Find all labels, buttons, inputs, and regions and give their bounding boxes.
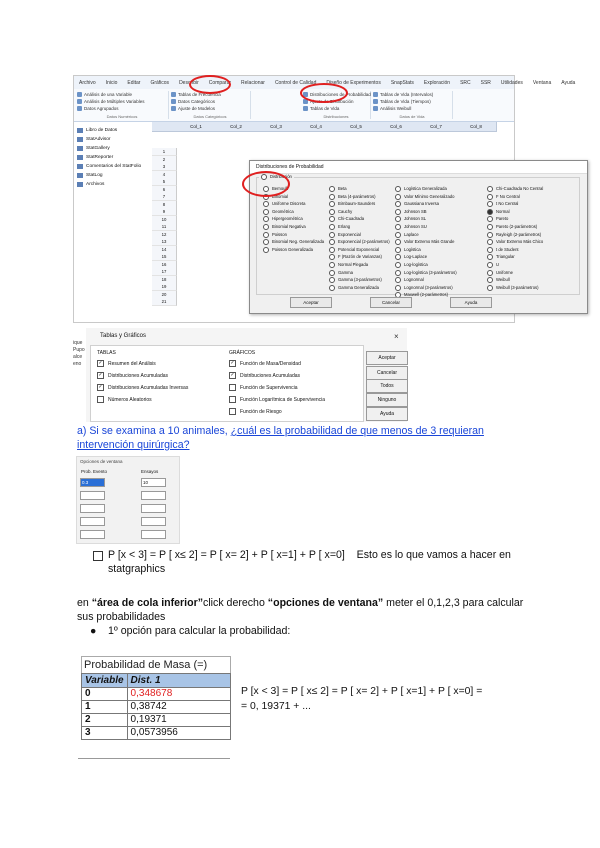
distribution-option[interactable]: Binomial Neg. Generalizada bbox=[263, 239, 324, 245]
tab-ayuda[interactable]: Ayuda bbox=[561, 80, 576, 86]
distribution-option[interactable]: Hipergeométrica bbox=[263, 216, 303, 222]
tab-control-calidad[interactable]: Control de Calidad bbox=[274, 80, 317, 86]
column-header[interactable]: Col_8 bbox=[456, 122, 497, 132]
trials-header: Ensayos bbox=[141, 469, 159, 474]
cell-variable: 0 bbox=[82, 688, 128, 701]
tab-snapstats[interactable]: SnapStats bbox=[390, 80, 414, 86]
ribbon-caption: Datos de Vida bbox=[399, 114, 425, 119]
checkbox-label: Distribuciones Acumuladas Inversas bbox=[108, 384, 189, 391]
cell-variable: 1 bbox=[82, 701, 128, 714]
group-label: Distribución bbox=[259, 174, 294, 180]
distribution-option[interactable]: F (Razón de Varianzas) bbox=[329, 254, 382, 260]
distribution-option[interactable]: Normal bbox=[487, 209, 510, 215]
row-number: 2 bbox=[152, 156, 177, 164]
row-number: 8 bbox=[152, 201, 177, 209]
column-header[interactable]: Col_1 bbox=[176, 122, 217, 132]
option-checkbox[interactable] bbox=[229, 384, 298, 391]
distribution-option[interactable]: Erlang bbox=[329, 224, 350, 230]
distribution-option[interactable]: Weibull (3-parámetros) bbox=[487, 285, 539, 291]
fragment-line: Pupo bbox=[73, 347, 85, 353]
row-number: 15 bbox=[152, 253, 177, 261]
column-header[interactable]: Col_3 bbox=[256, 122, 297, 132]
ribbon-item[interactable]: Tablas de Vida bbox=[302, 105, 370, 112]
checkbox-icon[interactable] bbox=[97, 396, 104, 403]
fragment-line: eno bbox=[73, 361, 82, 367]
instruction-pre: en bbox=[77, 597, 92, 609]
options-panel bbox=[90, 345, 364, 422]
formula-text: P [x < 3] = P [ x≤ 2] = P [ x= 2] + P [ x=1] + P [ x=0] bbox=[108, 549, 345, 561]
column-header[interactable]: Col_2 bbox=[216, 122, 257, 132]
ribbon-item[interactable]: Análisis de Múltiples Variables bbox=[76, 98, 168, 105]
tab-editar[interactable]: Editar bbox=[127, 80, 141, 86]
ribbon-item[interactable]: Datos Categóricos bbox=[170, 98, 250, 105]
panel-title: Opciones de ventana bbox=[80, 459, 123, 464]
row-number: 10 bbox=[152, 216, 177, 224]
checkbox-label: Números Aleatorios bbox=[108, 396, 152, 403]
row-number: 12 bbox=[152, 231, 177, 239]
checkbox-icon[interactable] bbox=[229, 384, 236, 391]
distribution-option[interactable]: U bbox=[487, 262, 499, 268]
checkbox-label: Distribuciones Acumuladas bbox=[240, 372, 301, 379]
distribution-option[interactable]: t de Student bbox=[487, 247, 519, 253]
distribution-option[interactable]: Uniforme Discreta bbox=[263, 201, 306, 207]
ribbon-caption: Distribuciones bbox=[323, 114, 349, 119]
distribution-option[interactable]: Log-Laplace bbox=[395, 254, 427, 260]
option-checkbox[interactable] bbox=[229, 372, 300, 379]
distribution-option[interactable]: Valor Extremo Más Chico bbox=[487, 239, 543, 245]
result-line-1: P [x < 3] = P [ x≤ 2] = P [ x= 2] + P [ x=1] + P [ x=0] = bbox=[241, 686, 483, 697]
distribution-option[interactable]: Log-logística (3-parámetros) bbox=[395, 270, 457, 276]
result-line-2: = 0, 19371 + ... bbox=[241, 701, 311, 712]
cell-variable: 2 bbox=[82, 714, 128, 727]
tab-ventana[interactable]: Ventana bbox=[532, 80, 552, 86]
tree-item-statgallery[interactable]: StatGallery bbox=[74, 144, 152, 153]
bullet-formula bbox=[108, 548, 528, 576]
table-row bbox=[82, 701, 231, 714]
events-header: Prob. Evento bbox=[81, 469, 108, 474]
column-header[interactable]: Col_5 bbox=[336, 122, 377, 132]
highlight-dist-prob bbox=[300, 83, 348, 103]
event-prob-input[interactable] bbox=[80, 504, 105, 513]
distribution-option[interactable]: Poisson bbox=[263, 232, 287, 238]
tree-item-archivos[interactable]: Archivos bbox=[74, 180, 152, 189]
formula-note: Esto es lo que vamos a hacer en statgraphics bbox=[108, 549, 511, 575]
checkbox-label: Función de Masa/Densidad bbox=[240, 360, 301, 367]
distribution-option[interactable]: Geométrica bbox=[263, 209, 294, 215]
question-a bbox=[77, 424, 527, 452]
option-checkbox[interactable] bbox=[97, 384, 188, 391]
row-number: 5 bbox=[152, 178, 177, 186]
checkbox-label: Función de Riesgo bbox=[240, 408, 282, 415]
mass-probability-table bbox=[81, 656, 231, 740]
row-number: 9 bbox=[152, 208, 177, 216]
distribution-option[interactable]: Gaussiana Inversa bbox=[395, 201, 439, 207]
row-number: 6 bbox=[152, 186, 177, 194]
dialog-title: Distribuciones de Probabilidad bbox=[250, 161, 587, 174]
row-number: 17 bbox=[152, 268, 177, 276]
distribution-option[interactable]: Gamma Generalizada bbox=[329, 285, 379, 291]
distribution-option[interactable]: Uniforme bbox=[487, 270, 513, 276]
fragment-line: ique bbox=[73, 340, 83, 346]
instruction-post: meter el 0,1,2,3 para calcular sus probabilidades bbox=[77, 597, 524, 623]
ribbon-group-numericos bbox=[76, 91, 169, 119]
distribution-option[interactable]: Lognormal bbox=[395, 277, 424, 283]
all-button[interactable]: Todos bbox=[366, 379, 408, 393]
distribution-option[interactable]: Exponencial bbox=[329, 232, 361, 238]
tree-item-comentarios[interactable]: Comentarios del StatFolio bbox=[74, 162, 152, 171]
tab-ssr[interactable]: SSR bbox=[480, 80, 491, 86]
ribbon-item[interactable]: Datos Agrupados bbox=[76, 105, 168, 112]
distribution-group bbox=[256, 174, 580, 298]
checkbox-icon[interactable] bbox=[229, 408, 236, 415]
distribution-option[interactable]: Poisson Generalizada bbox=[263, 247, 313, 253]
option-checkbox[interactable] bbox=[97, 396, 152, 403]
tab-diseno[interactable]: Diseño de Experimentos bbox=[326, 80, 381, 86]
distribution-option[interactable]: Birnbaum-Saunders bbox=[329, 201, 375, 207]
instruction-mid: click derecho bbox=[203, 597, 268, 609]
cell-value: 0,0573956 bbox=[127, 727, 230, 740]
checkbox-icon[interactable]: ✓ bbox=[98, 372, 103, 378]
option-checkbox[interactable] bbox=[229, 396, 325, 403]
distribution-option[interactable]: Rayleigh (2-parámetros) bbox=[487, 232, 541, 238]
distribution-option[interactable]: Maxwell (2-parámetros) bbox=[395, 292, 448, 298]
cell-value: 0,38742 bbox=[127, 701, 230, 714]
window-options-panel bbox=[76, 456, 180, 544]
distribution-option[interactable]: Bernoulli bbox=[263, 186, 288, 192]
graphs-header: GRÁFICOS bbox=[229, 350, 256, 356]
highlight-describir bbox=[189, 75, 231, 94]
tree-item-statadvisor[interactable]: StatAdvisor bbox=[74, 135, 152, 144]
column-header[interactable]: Col_7 bbox=[416, 122, 457, 132]
ribbon-item[interactable]: Ajuste de Distribución bbox=[302, 98, 370, 105]
question-link[interactable]: ¿cuál es la probabilidad de que menos de 3 requieran intervención quirúrgica? bbox=[77, 425, 484, 451]
ribbon-item[interactable]: Tablas de Vida (Tiempos) bbox=[372, 98, 452, 105]
grid-corner bbox=[152, 122, 177, 132]
mass-table bbox=[81, 673, 231, 740]
row-number: 13 bbox=[152, 238, 177, 246]
distribution-option[interactable]: Pareto (2-parámetros) bbox=[487, 224, 537, 230]
tab-graficos[interactable]: Gráficos bbox=[150, 80, 170, 86]
distribution-option[interactable]: Normal Plegada bbox=[329, 262, 368, 268]
ribbon-group-vida bbox=[372, 91, 453, 119]
ribbon-group-categoricos bbox=[170, 91, 251, 119]
tab-describir[interactable]: Describir bbox=[179, 80, 199, 86]
statfolio-tree bbox=[74, 122, 153, 322]
checkbox-icon[interactable]: ✓ bbox=[230, 372, 235, 378]
tables-header: TABLAS bbox=[97, 350, 116, 356]
table-bottom-rule bbox=[78, 758, 230, 759]
distribution-option[interactable]: Chi-Cuadrada No Central bbox=[487, 186, 543, 192]
none-button[interactable]: Ninguno bbox=[366, 393, 408, 407]
distribution-option[interactable]: Johnson SU bbox=[395, 224, 427, 230]
cancel-button[interactable]: Cancelar bbox=[370, 297, 412, 308]
event-prob-input[interactable] bbox=[80, 517, 105, 526]
accept-button[interactable]: Aceptar bbox=[366, 351, 408, 365]
step-1: 1º opción para calcular la probabilidad: bbox=[108, 625, 291, 637]
row-number: 4 bbox=[152, 171, 177, 179]
side-fragment bbox=[73, 340, 85, 368]
checkbox-icon[interactable] bbox=[229, 396, 236, 403]
ribbon-item[interactable]: Tablas de Vida (Intervalos) bbox=[372, 91, 452, 98]
help-button[interactable]: Ayuda bbox=[366, 407, 408, 421]
distribution-option[interactable]: Gamma (3-parámetros) bbox=[329, 277, 382, 283]
trials-input[interactable]: 10 bbox=[141, 478, 166, 487]
option-checkbox[interactable] bbox=[97, 372, 168, 379]
distribution-option[interactable]: Binomial bbox=[263, 194, 288, 200]
distribution-option[interactable]: Logística bbox=[395, 247, 421, 253]
tab-exploracion[interactable]: Exploración bbox=[423, 80, 451, 86]
distribution-option[interactable]: Log-logística bbox=[395, 262, 428, 268]
distribution-option[interactable]: Beta bbox=[329, 186, 347, 192]
statgraphics-screenshot bbox=[73, 75, 576, 323]
distribution-option[interactable]: Valor Mínimo Generalizado bbox=[395, 194, 454, 200]
ribbon-caption: Datos Categóricos bbox=[193, 114, 227, 119]
option-checkbox[interactable] bbox=[97, 360, 156, 367]
distribution-option[interactable]: Johnson SL bbox=[395, 216, 426, 222]
distribution-option[interactable]: t No Central bbox=[487, 201, 518, 207]
cancel-button[interactable]: Cancelar bbox=[366, 366, 408, 380]
trials-input[interactable] bbox=[141, 517, 166, 526]
bullet-dot: ● bbox=[90, 625, 97, 637]
ribbon-item[interactable]: Ajuste de Modelos bbox=[170, 105, 250, 112]
instruction-bold-1: “área de cola inferior” bbox=[91, 597, 204, 609]
highlight-binomial bbox=[242, 171, 290, 197]
fragment-line: alce bbox=[73, 354, 83, 360]
row-number: 20 bbox=[152, 291, 177, 299]
row-number: 7 bbox=[152, 193, 177, 201]
row-number: 1 bbox=[152, 148, 177, 156]
table-row bbox=[82, 727, 231, 740]
cell-value: 0,19371 bbox=[127, 714, 230, 727]
distribution-option[interactable]: Gamma bbox=[329, 270, 353, 276]
distribution-option[interactable]: Cauchy bbox=[329, 209, 352, 215]
checkbox-label: Resumen del Análisis bbox=[108, 360, 156, 367]
tree-item-statlog[interactable]: StatLog bbox=[74, 171, 152, 180]
row-number: 21 bbox=[152, 298, 177, 306]
distribution-option[interactable]: F No Central bbox=[487, 194, 520, 200]
distribution-option[interactable]: Weibull bbox=[487, 277, 510, 283]
instruction-bold-2: “opciones de ventana” bbox=[267, 597, 384, 609]
checkbox-icon[interactable]: ✓ bbox=[230, 360, 235, 366]
result-formula bbox=[241, 684, 531, 714]
tab-comparar[interactable]: Comparar bbox=[208, 80, 232, 86]
distribution-option[interactable]: Binomial Negativa bbox=[263, 224, 306, 230]
checkbox-icon bbox=[93, 551, 103, 561]
instruction-paragraph bbox=[77, 596, 527, 624]
trials-input[interactable] bbox=[141, 530, 166, 539]
tab-inicio[interactable]: Inicio bbox=[105, 80, 118, 86]
ribbon-item[interactable]: Tablas de Frecuencia bbox=[170, 91, 250, 98]
tab-archivo[interactable]: Archivo bbox=[79, 80, 96, 86]
row-number: 3 bbox=[152, 163, 177, 171]
tables-graphs-dialog bbox=[86, 328, 407, 422]
row-number: 14 bbox=[152, 246, 177, 254]
dialog-title: Tablas y Gráficos bbox=[100, 333, 147, 339]
close-icon[interactable]: × bbox=[394, 332, 399, 341]
ribbon-body bbox=[74, 89, 514, 122]
distribution-option[interactable]: Triangular bbox=[487, 254, 515, 260]
tab-relacionar[interactable]: Relacionar bbox=[241, 80, 265, 86]
cell-variable: 3 bbox=[82, 727, 128, 740]
row-number: 18 bbox=[152, 276, 177, 284]
checkbox-icon[interactable]: ✓ bbox=[98, 360, 103, 366]
row-number: 16 bbox=[152, 261, 177, 269]
table-row bbox=[82, 688, 231, 701]
checkbox-label: Función Logarítmica de Supervivencia bbox=[240, 396, 326, 403]
accept-button[interactable]: Aceptar bbox=[290, 297, 332, 308]
checkbox-label: Función de Supervivencia bbox=[240, 384, 298, 391]
ribbon-item[interactable]: Análisis de una Variable bbox=[76, 91, 168, 98]
header-variable: Variable bbox=[82, 674, 128, 688]
distribution-option[interactable]: Pareto bbox=[487, 216, 508, 222]
ribbon-item-dist-prob[interactable]: Distribuciones de Probabilidad bbox=[302, 91, 370, 98]
distribution-option[interactable]: Chi-Cuadrada bbox=[329, 216, 364, 222]
trials-input[interactable] bbox=[141, 504, 166, 513]
distribution-option[interactable]: Potencial Exponencial bbox=[329, 247, 379, 253]
header-dist: Dist. 1 bbox=[127, 674, 230, 688]
help-button[interactable]: Ayuda bbox=[450, 297, 492, 308]
checkbox-label: Distribuciones Acumuladas bbox=[108, 372, 169, 379]
distribution-option[interactable]: Exponencial (2-parámetros) bbox=[329, 239, 390, 245]
ribbon-caption: Datos Numéricos bbox=[106, 114, 138, 119]
trials-input[interactable] bbox=[141, 491, 166, 500]
ribbon-tabs bbox=[74, 76, 576, 90]
event-prob-input[interactable]: 0.3 bbox=[80, 478, 105, 487]
tab-utilidades[interactable]: Utilidades bbox=[500, 80, 523, 86]
distribution-option[interactable]: Beta (4-parámetros) bbox=[329, 194, 375, 200]
table-row bbox=[82, 714, 231, 727]
column-header[interactable]: Col_4 bbox=[296, 122, 337, 132]
event-prob-input[interactable] bbox=[80, 491, 105, 500]
row-number: 11 bbox=[152, 223, 177, 231]
event-prob-input[interactable] bbox=[80, 530, 105, 539]
question-label: a) Si se examina a 10 animales, bbox=[77, 425, 228, 437]
tab-src[interactable]: SRC bbox=[460, 80, 471, 86]
distribution-option[interactable]: Laplace bbox=[395, 232, 419, 238]
option-checkbox[interactable] bbox=[229, 360, 301, 367]
table-title: Probabilidad de Masa (=) bbox=[81, 656, 231, 673]
ribbon-item[interactable]: Análisis Weibull bbox=[372, 105, 452, 112]
cell-value: 0,348678 bbox=[127, 688, 230, 701]
distribution-option[interactable]: Logística Generalizada bbox=[395, 186, 447, 192]
tree-item-libro-datos[interactable]: Libro de Datos bbox=[74, 126, 152, 135]
option-checkbox[interactable] bbox=[229, 408, 282, 415]
distribution-option[interactable]: Johnson SB bbox=[395, 209, 427, 215]
row-number: 19 bbox=[152, 283, 177, 291]
column-header[interactable]: Col_6 bbox=[376, 122, 417, 132]
checkbox-icon[interactable]: ✓ bbox=[98, 384, 103, 390]
tree-item-statreporter[interactable]: StatReporter bbox=[74, 153, 152, 162]
distribution-option[interactable]: Valor Extremo Más Grande bbox=[395, 239, 454, 245]
distribution-option[interactable]: Lognormal (3-parámetros) bbox=[395, 285, 453, 291]
distribution-dialog bbox=[249, 160, 588, 314]
